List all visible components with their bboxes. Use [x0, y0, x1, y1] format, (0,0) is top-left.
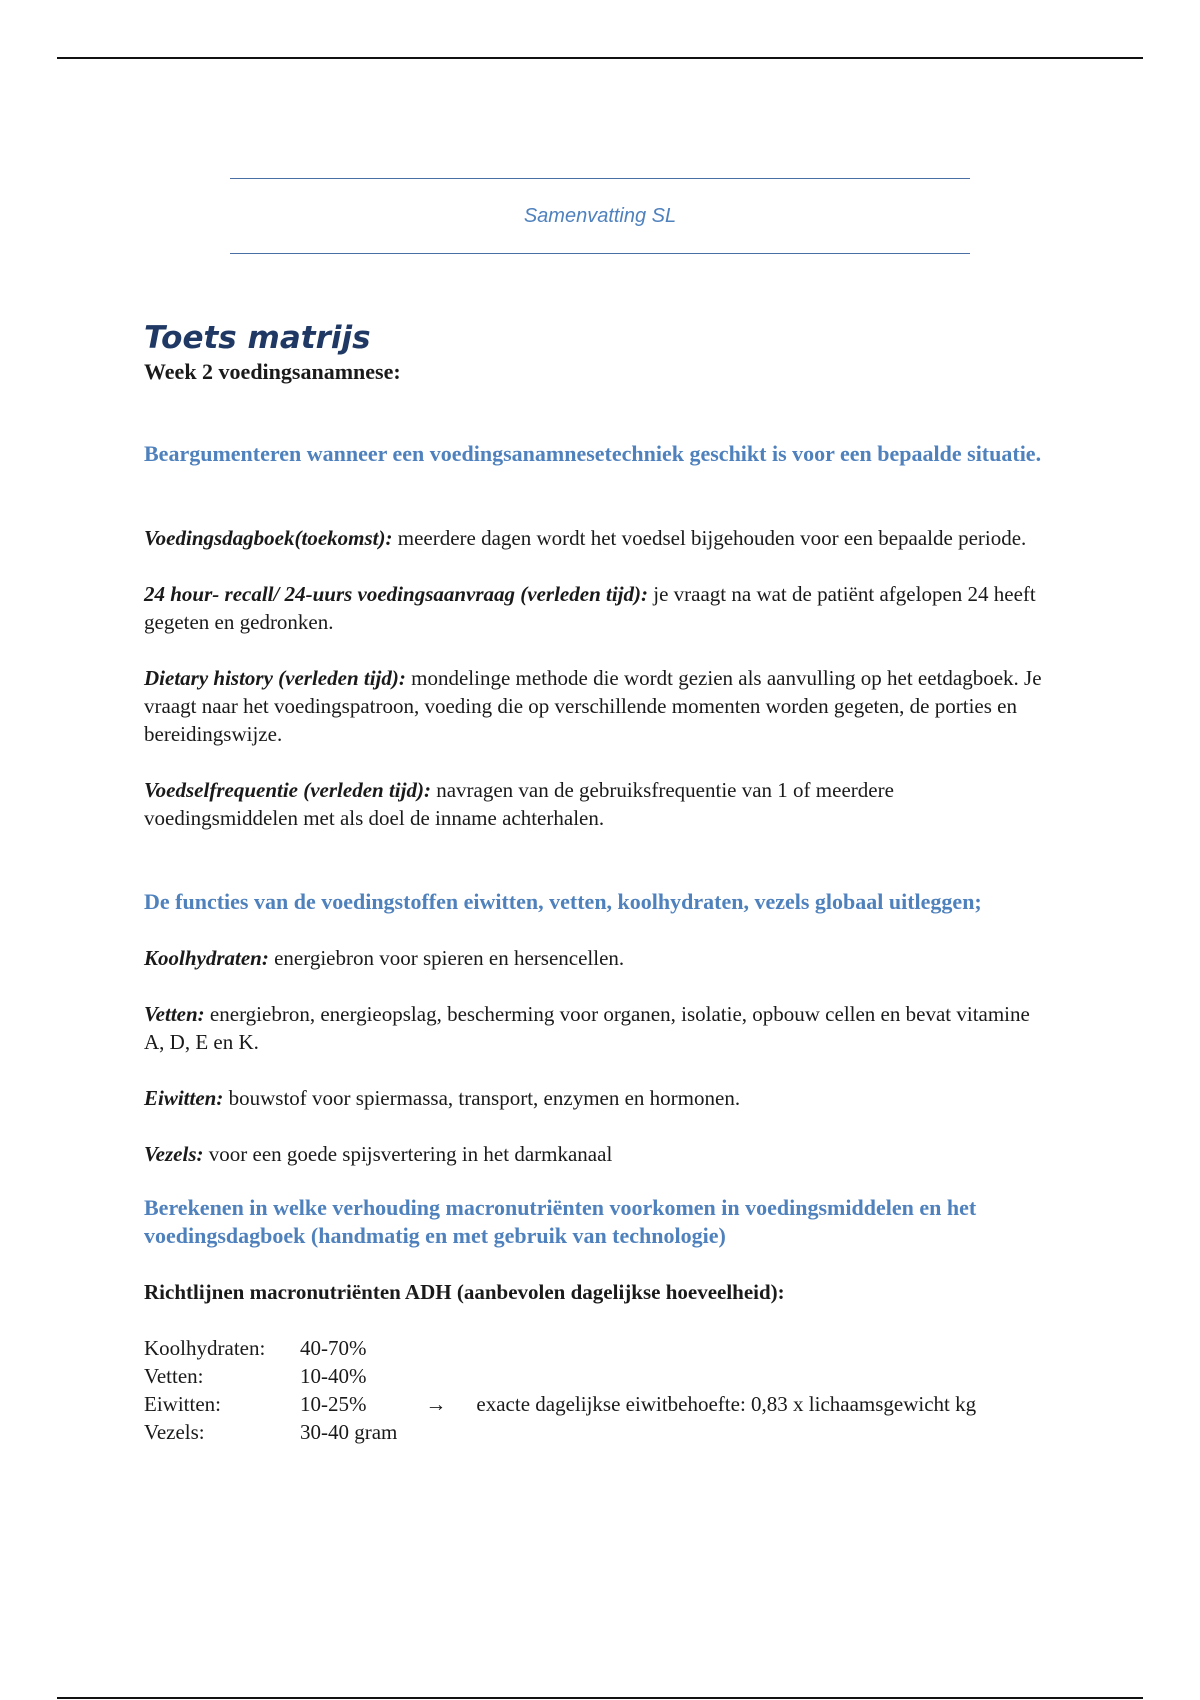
guideline-value: 10-40%: [300, 1364, 367, 1388]
arrow-right-icon: →: [425, 1392, 447, 1416]
page-subtitle: Week 2 voedingsanamnese:: [144, 359, 401, 384]
guideline-value: 40-70%: [300, 1336, 367, 1360]
term: Vezels:: [144, 1142, 204, 1166]
section-heading-1: Beargumenteren wanneer een voedingsanamnesetechniek geschikt is voor een bepaalde situatie.: [144, 441, 1042, 466]
guideline-value: 30-40 gram: [300, 1420, 398, 1444]
definition-eiwitten: [144, 1084, 1044, 1112]
definition-text: je vraagt na wat de patiënt afgelopen 24 heeft gegeten en gedronken.: [144, 582, 1036, 634]
guideline-label: Koolhydraten:: [144, 1336, 266, 1360]
definition-text: mondelinge methode die wordt gezien als aanvulling op het eetdagboek. Je vraagt naar het voedingspatroon, voeding die op verschillende momenten worden gegeten, de porties en bereidingswijze.: [144, 666, 1042, 746]
guideline-label: Eiwitten:: [144, 1392, 221, 1416]
term: Eiwitten:: [144, 1086, 224, 1110]
definition-text: bouwstof voor spiermassa, transport, enzymen en hormonen.: [223, 1086, 741, 1110]
page-top-rule: [57, 57, 1143, 59]
table-row: [144, 1334, 976, 1362]
definition-24-hour-recall: [144, 580, 1044, 636]
term: Koolhydraten:: [144, 946, 269, 970]
definition-vezels: [144, 1140, 1044, 1168]
page-title: Toets matrijs: [144, 320, 371, 356]
definition-vetten: [144, 1000, 1044, 1056]
definition-text: voor een goede spijsvertering in het darmkanaal: [203, 1142, 613, 1166]
guideline-note: exacte dagelijkse eiwitbehoefte: 0,83 x lichaamsgewicht kg: [476, 1392, 977, 1416]
guideline-heading: Richtlijnen macronutriënten ADH (aanbevolen dagelijkse hoeveelheid):: [144, 1280, 785, 1304]
guideline-label: Vetten:: [144, 1364, 204, 1388]
page-bottom-rule: [57, 1697, 1143, 1699]
guideline-table: [144, 1334, 976, 1446]
section-heading-3: Berekenen in welke verhouding macronutriënten voorkomen in voedingsmiddelen en het voedingsdagboek (handmatig en met gebruik van technologie): [144, 1195, 977, 1248]
term: Voedingsdagboek(toekomst):: [144, 526, 393, 550]
section-heading-2: De functies van de voedingstoffen eiwitten, vetten, koolhydraten, vezels globaal uitleggen;: [144, 889, 982, 914]
definition-dietary-history: [144, 664, 1044, 748]
table-row: [144, 1390, 976, 1418]
definition-text: navragen van de gebruiksfrequentie van 1 of meerdere voedingsmiddelen met als doel de inname achterhalen.: [144, 778, 894, 830]
definition-text: energiebron, energieopslag, bescherming voor organen, isolatie, opbouw cellen en bevat vitamine A, D, E en K.: [144, 1002, 1030, 1054]
term: Dietary history (verleden tijd):: [144, 666, 406, 690]
definition-voedingsdagboek: [144, 524, 1044, 552]
definition-text: energiebron voor spieren en hersencellen.: [268, 946, 625, 970]
definition-voedselfrequentie: [144, 776, 1044, 832]
document-body: [144, 318, 1044, 1446]
header-text: Samenvatting SL: [523, 205, 677, 227]
guideline-value: 10-25%: [300, 1392, 367, 1416]
table-row: [144, 1362, 976, 1390]
term: Vetten:: [144, 1002, 205, 1026]
guideline-label: Vezels:: [144, 1420, 205, 1444]
table-row: [144, 1418, 976, 1446]
term: Voedselfrequentie (verleden tijd):: [144, 778, 431, 802]
definition-text: meerdere dagen wordt het voedsel bijgehouden voor een bepaalde periode.: [392, 526, 1027, 550]
definition-koolhydraten: [144, 944, 1044, 972]
page-header: [230, 178, 970, 254]
term: 24 hour- recall/ 24-uurs voedingsaanvraag (verleden tijd):: [144, 582, 648, 606]
